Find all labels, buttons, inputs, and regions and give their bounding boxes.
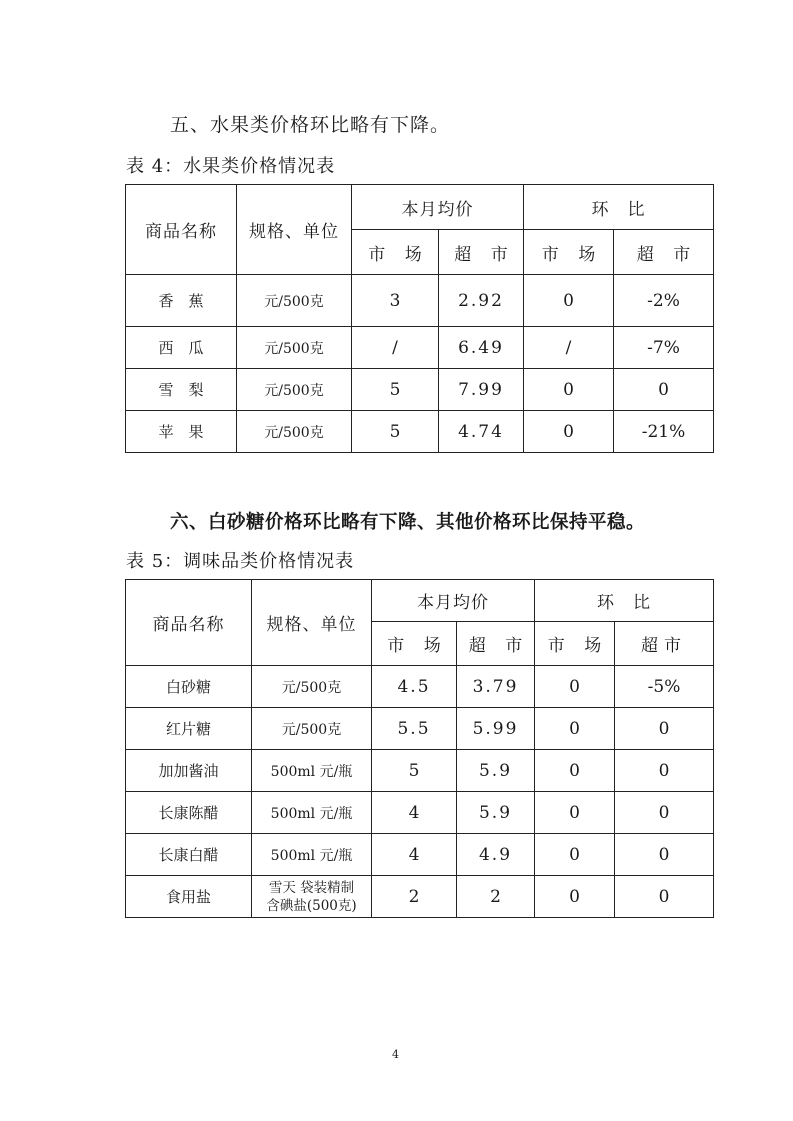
- supermarket-mom: 0: [615, 876, 714, 918]
- product-spec-line1: 雪天 袋装精制: [268, 879, 355, 896]
- product-spec: 元/500克: [237, 411, 352, 453]
- header-monthly-average: 本月均价: [352, 185, 524, 230]
- product-name: 白砂糖: [126, 666, 252, 708]
- header-month-on-month: 环 比: [535, 580, 714, 622]
- section-heading-fruit: 五、水果类价格环比略有下降。: [170, 114, 451, 136]
- supermarket-price: 5.99: [457, 708, 535, 750]
- market-price: 5: [352, 411, 439, 453]
- supermarket-price: 2.92: [439, 275, 524, 327]
- supermarket-mom: 0: [615, 792, 714, 834]
- section-heading-condiments: 六、白砂糖价格环比略有下降、其他价格环比保持平稳。: [170, 512, 646, 533]
- product-spec: 元/500克: [252, 666, 372, 708]
- product-spec: 元/500克: [237, 327, 352, 369]
- product-spec: 500ml 元/瓶: [252, 792, 372, 834]
- table-row: [126, 275, 714, 327]
- market-price: /: [352, 327, 439, 369]
- product-name: 长康白醋: [126, 834, 252, 876]
- market-mom: 0: [535, 876, 615, 918]
- market-price: 4: [372, 834, 457, 876]
- product-name: 长康陈醋: [126, 792, 252, 834]
- supermarket-mom: 0: [615, 750, 714, 792]
- market-price: 3: [352, 275, 439, 327]
- market-mom: /: [524, 327, 614, 369]
- product-name: 红片糖: [126, 708, 252, 750]
- supermarket-price: 6.49: [439, 327, 524, 369]
- market-price: 4.5: [372, 666, 457, 708]
- product-name: 苹 果: [126, 411, 237, 453]
- header-monthly-average: 本月均价: [372, 580, 535, 622]
- product-name: 雪 梨: [126, 369, 237, 411]
- supermarket-price: 5.9: [457, 750, 535, 792]
- market-price: 4: [372, 792, 457, 834]
- product-spec: 元/500克: [237, 369, 352, 411]
- header-month-on-month: 环 比: [524, 185, 714, 230]
- market-mom: 0: [535, 834, 615, 876]
- table-row: [126, 876, 714, 918]
- header-market-mom: 市 场: [524, 230, 614, 275]
- market-mom: 0: [535, 708, 615, 750]
- supermarket-price: 5.9: [457, 792, 535, 834]
- header-supermarket: 超 市: [457, 622, 535, 666]
- product-spec: 500ml 元/瓶: [252, 750, 372, 792]
- product-name: 西 瓜: [126, 327, 237, 369]
- table-row: [126, 411, 714, 453]
- supermarket-price: 3.79: [457, 666, 535, 708]
- supermarket-mom: -21%: [614, 411, 714, 453]
- supermarket-mom: 0: [614, 369, 714, 411]
- product-spec: 元/500克: [252, 708, 372, 750]
- market-mom: 0: [535, 750, 615, 792]
- supermarket-mom: 0: [615, 708, 714, 750]
- product-name: 食用盐: [126, 876, 252, 918]
- header-product-name: 商品名称: [126, 580, 252, 666]
- product-spec-line2: 含碘盐(500克): [266, 897, 357, 914]
- market-mom: 0: [524, 369, 614, 411]
- header-market-mom: 市 场: [535, 622, 615, 666]
- supermarket-price: 4.9: [457, 834, 535, 876]
- header-supermarket-mom: 超市: [615, 622, 714, 666]
- market-price: 5: [372, 750, 457, 792]
- market-mom: 0: [524, 275, 614, 327]
- page-number: 4: [392, 1048, 399, 1061]
- supermarket-mom: -5%: [615, 666, 714, 708]
- product-spec: [252, 876, 372, 918]
- table-caption-condiments: 表 5：调味品类价格情况表: [126, 551, 355, 572]
- header-spec-unit: 规格、单位: [237, 185, 352, 275]
- product-spec: 500ml 元/瓶: [252, 834, 372, 876]
- table-row: [126, 792, 714, 834]
- market-mom: 0: [524, 411, 614, 453]
- table-row: [126, 708, 714, 750]
- table-row: [126, 369, 714, 411]
- market-price: 2: [372, 876, 457, 918]
- table-caption-fruit: 表 4：水果类价格情况表: [126, 156, 336, 177]
- header-supermarket: 超 市: [439, 230, 524, 275]
- table-row: [126, 834, 714, 876]
- header-market: 市 场: [372, 622, 457, 666]
- table-row: [126, 666, 714, 708]
- condiment-price-table: [125, 579, 714, 918]
- supermarket-mom: 0: [615, 834, 714, 876]
- supermarket-mom: -7%: [614, 327, 714, 369]
- market-mom: 0: [535, 666, 615, 708]
- header-spec-unit: 规格、单位: [252, 580, 372, 666]
- supermarket-price: 4.74: [439, 411, 524, 453]
- header-product-name: 商品名称: [126, 185, 237, 275]
- supermarket-mom: -2%: [614, 275, 714, 327]
- market-price: 5.5: [372, 708, 457, 750]
- table-row: [126, 327, 714, 369]
- header-market: 市 场: [352, 230, 439, 275]
- header-supermarket-mom: 超 市: [614, 230, 714, 275]
- product-name: 香 蕉: [126, 275, 237, 327]
- fruit-price-table: [125, 184, 714, 453]
- supermarket-price: 7.99: [439, 369, 524, 411]
- product-name: 加加酱油: [126, 750, 252, 792]
- market-price: 5: [352, 369, 439, 411]
- product-spec: 元/500克: [237, 275, 352, 327]
- market-mom: 0: [535, 792, 615, 834]
- supermarket-price: 2: [457, 876, 535, 918]
- table-row: [126, 750, 714, 792]
